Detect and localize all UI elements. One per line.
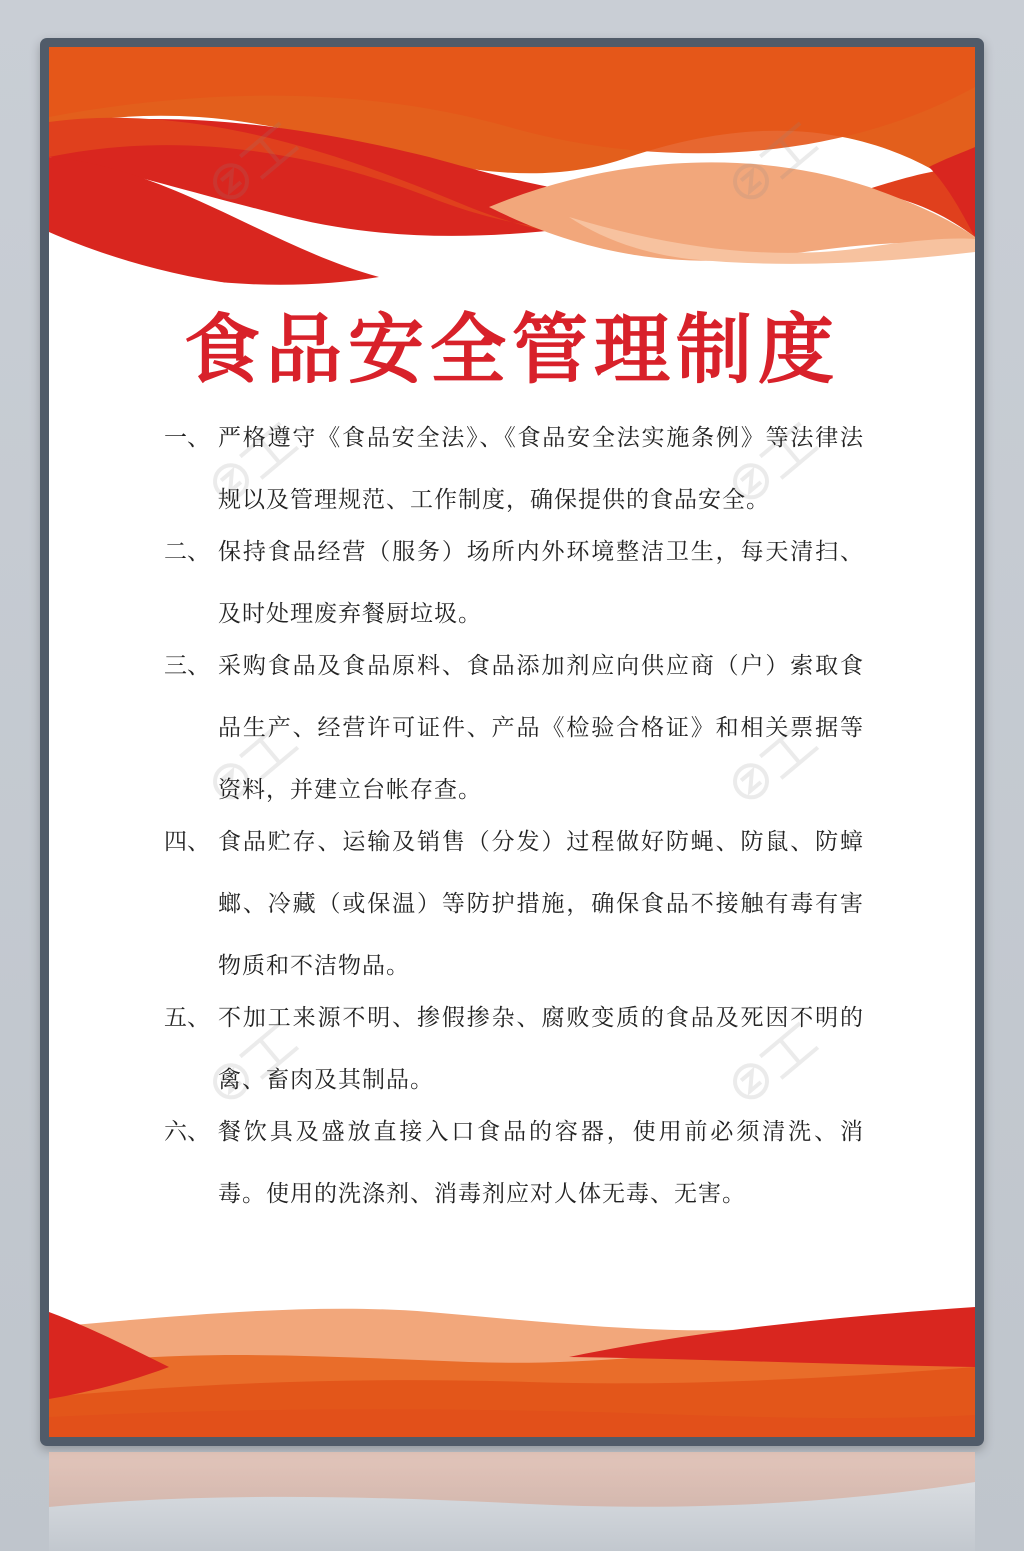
rules-list xyxy=(164,407,864,1215)
rule-item xyxy=(164,1101,864,1225)
rule-text: 餐饮具及盛放直接入口食品的容器，使用前必须清洗、消毒。使用的洗涤剂、消毒剂应对人体无毒、无害。 xyxy=(218,1119,864,1207)
rule-item xyxy=(164,811,864,997)
rule-text: 采购食品及食品原料、食品添加剂应向供应商（户）索取食品生产、经营许可证件、产品《检验合格证》和相关票据等资料，并建立台帐存查。 xyxy=(218,653,864,803)
rule-text: 严格遵守《食品安全法》、《食品安全法实施条例》等法律法规以及管理规范、工作制度，确保提供的食品安全。 xyxy=(218,425,864,513)
top-wave-decoration xyxy=(49,47,975,297)
bottom-wave-decoration xyxy=(49,1307,975,1437)
rule-item xyxy=(164,407,864,531)
rule-number: 三、 xyxy=(164,653,210,679)
rule-item xyxy=(164,521,864,645)
rule-text: 不加工来源不明、掺假掺杂、腐败变质的食品及死因不明的禽、畜肉及其制品。 xyxy=(218,1005,864,1093)
rule-item xyxy=(164,987,864,1111)
reflection-wave xyxy=(49,1452,975,1522)
rule-text: 保持食品经营（服务）场所内外环境整洁卫生，每天清扫、及时处理废弃餐厨垃圾。 xyxy=(218,539,864,627)
rule-number: 四、 xyxy=(164,829,210,855)
poster-reflection xyxy=(49,1452,975,1551)
rule-text: 食品贮存、运输及销售（分发）过程做好防蝇、防鼠、防蟑螂、冷藏（或保温）等防护措施，确保食品不接触有毒有害物质和不洁物品。 xyxy=(218,829,864,979)
poster xyxy=(49,47,975,1437)
poster-title: 食品安全管理制度 xyxy=(184,305,840,394)
rule-number: 二、 xyxy=(164,539,210,565)
rule-item xyxy=(164,635,864,821)
rule-number: 一、 xyxy=(164,425,210,451)
rule-number: 六、 xyxy=(164,1119,210,1145)
rule-number: 五、 xyxy=(164,1005,210,1031)
